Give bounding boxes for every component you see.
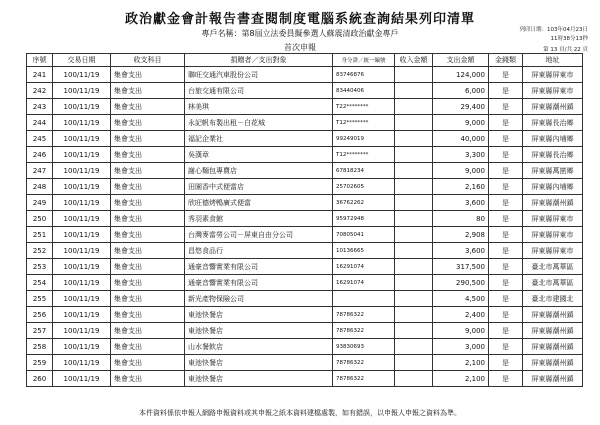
row-category: 集會支出 — [111, 339, 185, 355]
row-payee: 新光產物保險公司 — [185, 291, 333, 307]
row-id: 99249019 — [333, 131, 395, 147]
row-category: 集會支出 — [111, 243, 185, 259]
col-header-no: 序號 — [27, 54, 53, 67]
row-no: 250 — [27, 211, 53, 227]
row-id: 93830693 — [333, 339, 395, 355]
row-expense: 2,908 — [433, 227, 489, 243]
row-cash: 是 — [489, 147, 523, 163]
row-payee: 田園香中式便當店 — [185, 179, 333, 195]
row-income — [395, 195, 433, 211]
row-date: 100/11/19 — [53, 371, 111, 387]
row-date: 100/11/19 — [53, 131, 111, 147]
report-title: 政治獻金會計報告書查閱制度電腦系統查詢結果列印清單 — [124, 12, 475, 27]
row-payee: 山水餐飲店 — [185, 339, 333, 355]
row-category: 集會支出 — [111, 275, 185, 291]
row-no: 248 — [27, 179, 53, 195]
col-header-payee: 捐贈者／支出對象 — [185, 54, 333, 67]
row-cash: 是 — [489, 179, 523, 195]
row-id: 16291074 — [333, 259, 395, 275]
row-no: 241 — [27, 67, 53, 83]
table-row — [27, 275, 583, 291]
row-payee: 台灣麥當勞公司－屏東自由分公司 — [185, 227, 333, 243]
row-income — [395, 211, 433, 227]
col-header-expense: 支出金額 — [433, 54, 489, 67]
row-expense: 80 — [433, 211, 489, 227]
row-income — [395, 131, 433, 147]
row-income — [395, 307, 433, 323]
row-date: 100/11/19 — [53, 307, 111, 323]
row-cash: 是 — [489, 243, 523, 259]
row-income — [395, 147, 433, 163]
row-cash: 是 — [489, 227, 523, 243]
row-payee: 東池快餐店 — [185, 355, 333, 371]
row-income — [395, 83, 433, 99]
print-time: 11時38分13秒 — [550, 36, 588, 42]
row-expense: 9,000 — [433, 163, 489, 179]
row-payee: 通豪音響實業有限公司 — [185, 275, 333, 291]
row-id: 78786322 — [333, 371, 395, 387]
print-date: 列印日期：103年04月23日 — [519, 27, 588, 33]
row-category: 集會支出 — [111, 163, 185, 179]
row-income — [395, 163, 433, 179]
table-header-row — [27, 54, 583, 67]
row-id: 67818234 — [333, 163, 395, 179]
row-payee: 昌悠食品行 — [185, 243, 333, 259]
row-date: 100/11/19 — [53, 355, 111, 371]
row-no: 259 — [27, 355, 53, 371]
row-address: 屏東縣潮州鎮 — [523, 99, 583, 115]
col-header-cash: 金錢類 — [489, 54, 523, 67]
account-name: 專戶名稱：第8屆立法委員擬參選人蘇震清政治獻金專戶 — [201, 29, 399, 38]
row-address: 屏東縣潮州鎮 — [523, 323, 583, 339]
row-cash: 是 — [489, 259, 523, 275]
row-expense: 2,100 — [433, 371, 489, 387]
col-header-id: 身分證／統一編號 — [333, 54, 395, 67]
row-address: 臺北市萬華區 — [523, 275, 583, 291]
row-cash: 是 — [489, 195, 523, 211]
row-income — [395, 243, 433, 259]
table-row — [27, 115, 583, 131]
row-payee: 秀羽素食館 — [185, 211, 333, 227]
row-payee: 聯旺交通汽車股份公司 — [185, 67, 333, 83]
row-address: 屏東縣屏東市 — [523, 243, 583, 259]
row-date: 100/11/19 — [53, 115, 111, 131]
row-id: 83746876 — [333, 67, 395, 83]
row-income — [395, 227, 433, 243]
row-cash: 是 — [489, 275, 523, 291]
row-id: 36762262 — [333, 195, 395, 211]
row-date: 100/11/19 — [53, 67, 111, 83]
row-payee: 東池快餐店 — [185, 371, 333, 387]
row-income — [395, 323, 433, 339]
row-address: 屏東縣屏東市 — [523, 83, 583, 99]
row-expense: 3,600 — [433, 243, 489, 259]
col-header-income: 收入金額 — [395, 54, 433, 67]
row-id: 70805041 — [333, 227, 395, 243]
row-payee: 林美琪 — [185, 99, 333, 115]
row-category: 集會支出 — [111, 211, 185, 227]
row-expense: 9,000 — [433, 323, 489, 339]
row-date: 100/11/19 — [53, 243, 111, 259]
row-category: 集會支出 — [111, 307, 185, 323]
row-cash: 是 — [489, 83, 523, 99]
row-address: 屏東縣屏東市 — [523, 211, 583, 227]
row-income — [395, 339, 433, 355]
row-cash: 是 — [489, 291, 523, 307]
row-category: 集會支出 — [111, 67, 185, 83]
row-date: 100/11/19 — [53, 211, 111, 227]
row-address: 屏東縣潮州鎮 — [523, 371, 583, 387]
row-address: 臺北市建國北 — [523, 291, 583, 307]
row-category: 集會支出 — [111, 355, 185, 371]
row-date: 100/11/19 — [53, 147, 111, 163]
row-date: 100/11/19 — [53, 99, 111, 115]
row-category: 集會支出 — [111, 131, 185, 147]
row-id: 16291074 — [333, 275, 395, 291]
row-no: 260 — [27, 371, 53, 387]
row-date: 100/11/19 — [53, 83, 111, 99]
row-date: 100/11/19 — [53, 179, 111, 195]
row-expense: 124,000 — [433, 67, 489, 83]
row-cash: 是 — [489, 307, 523, 323]
col-header-category: 收支科目 — [111, 54, 185, 67]
row-category: 集會支出 — [111, 99, 185, 115]
row-payee: 台旅交通有限公司 — [185, 83, 333, 99]
row-no: 245 — [27, 131, 53, 147]
row-address: 屏東縣屏東市 — [523, 67, 583, 83]
row-address: 屏東縣潮州鎮 — [523, 339, 583, 355]
table-row — [27, 227, 583, 243]
row-address: 屏東縣潮州鎮 — [523, 195, 583, 211]
table-row — [27, 131, 583, 147]
col-header-address: 地址 — [523, 54, 583, 67]
row-expense: 40,000 — [433, 131, 489, 147]
row-payee: 福記企業社 — [185, 131, 333, 147]
row-category: 集會支出 — [111, 323, 185, 339]
row-no: 243 — [27, 99, 53, 115]
row-cash: 是 — [489, 163, 523, 179]
row-income — [395, 291, 433, 307]
row-payee: 欣旺德烤鴨廣式便當 — [185, 195, 333, 211]
row-address: 屏東縣長治鄉 — [523, 147, 583, 163]
row-date: 100/11/19 — [53, 227, 111, 243]
row-id: T12******** — [333, 115, 395, 131]
row-expense: 3,300 — [433, 147, 489, 163]
row-expense: 3,600 — [433, 195, 489, 211]
row-category: 集會支出 — [111, 227, 185, 243]
row-category: 集會支出 — [111, 83, 185, 99]
table-row — [27, 163, 583, 179]
row-no: 256 — [27, 307, 53, 323]
row-category: 集會支出 — [111, 115, 185, 131]
row-category: 集會支出 — [111, 371, 185, 387]
row-no: 254 — [27, 275, 53, 291]
row-no: 244 — [27, 115, 53, 131]
row-income — [395, 115, 433, 131]
row-id: 78786322 — [333, 307, 395, 323]
table-row — [27, 355, 583, 371]
row-date: 100/11/19 — [53, 291, 111, 307]
row-no: 253 — [27, 259, 53, 275]
row-date: 100/11/19 — [53, 259, 111, 275]
row-id: 78786322 — [333, 355, 395, 371]
row-category: 集會支出 — [111, 179, 185, 195]
row-cash: 是 — [489, 339, 523, 355]
table-row — [27, 307, 583, 323]
row-address: 屏東縣屏東市 — [523, 227, 583, 243]
table-row — [27, 195, 583, 211]
row-expense: 6,000 — [433, 83, 489, 99]
row-expense: 290,500 — [433, 275, 489, 291]
row-no: 252 — [27, 243, 53, 259]
row-address: 屏東縣潮州鎮 — [523, 355, 583, 371]
row-income — [395, 371, 433, 387]
row-date: 100/11/19 — [53, 195, 111, 211]
row-category: 集會支出 — [111, 147, 185, 163]
report-scope: 首次申報 — [284, 43, 316, 52]
row-expense: 3,000 — [433, 339, 489, 355]
table-row — [27, 147, 583, 163]
row-income — [395, 275, 433, 291]
row-payee: 東池快餐店 — [185, 307, 333, 323]
row-cash: 是 — [489, 99, 523, 115]
row-date: 100/11/19 — [53, 323, 111, 339]
table-row — [27, 179, 583, 195]
table-row — [27, 243, 583, 259]
col-header-date: 交易日期 — [53, 54, 111, 67]
row-address: 屏東縣內埔鄉 — [523, 131, 583, 147]
row-address: 臺北市萬華區 — [523, 259, 583, 275]
table-row — [27, 259, 583, 275]
row-cash: 是 — [489, 323, 523, 339]
row-cash: 是 — [489, 371, 523, 387]
row-income — [395, 355, 433, 371]
row-no: 249 — [27, 195, 53, 211]
table-row — [27, 371, 583, 387]
row-address: 屏東縣潮州鎮 — [523, 307, 583, 323]
row-expense: 29,400 — [433, 99, 489, 115]
table-row — [27, 211, 583, 227]
row-category: 集會支出 — [111, 291, 185, 307]
row-no: 246 — [27, 147, 53, 163]
row-cash: 是 — [489, 211, 523, 227]
row-id: 78786322 — [333, 323, 395, 339]
row-income — [395, 259, 433, 275]
table-row — [27, 323, 583, 339]
transactions-table — [26, 53, 583, 387]
row-payee: 吳漢章 — [185, 147, 333, 163]
row-no: 247 — [27, 163, 53, 179]
row-address: 屏東縣萬巒鄉 — [523, 163, 583, 179]
row-no: 251 — [27, 227, 53, 243]
row-no: 257 — [27, 323, 53, 339]
row-expense: 317,500 — [433, 259, 489, 275]
row-income — [395, 99, 433, 115]
table-row — [27, 339, 583, 355]
row-address: 屏東縣內埔鄉 — [523, 179, 583, 195]
row-cash: 是 — [489, 131, 523, 147]
row-id — [333, 291, 395, 307]
row-expense: 4,500 — [433, 291, 489, 307]
row-date: 100/11/19 — [53, 163, 111, 179]
row-id: 83440406 — [333, 83, 395, 99]
row-id: 95972948 — [333, 211, 395, 227]
row-expense: 9,000 — [433, 115, 489, 131]
table-row — [27, 67, 583, 83]
row-cash: 是 — [489, 115, 523, 131]
row-no: 255 — [27, 291, 53, 307]
row-no: 258 — [27, 339, 53, 355]
table-row — [27, 99, 583, 115]
row-id: T12******** — [333, 147, 395, 163]
row-address: 屏東縣長治鄉 — [523, 115, 583, 131]
table-row — [27, 291, 583, 307]
row-no: 242 — [27, 83, 53, 99]
row-income — [395, 67, 433, 83]
row-cash: 是 — [489, 355, 523, 371]
page-indicator: 第 13 頁/共 22 頁 — [543, 47, 588, 53]
row-category: 集會支出 — [111, 259, 185, 275]
row-payee: 通豪音響實業有限公司 — [185, 259, 333, 275]
row-id: 25702605 — [333, 179, 395, 195]
row-payee: 東池快餐店 — [185, 323, 333, 339]
row-id: 10136665 — [333, 243, 395, 259]
row-expense: 2,160 — [433, 179, 489, 195]
table-row — [27, 83, 583, 99]
row-expense: 2,100 — [433, 355, 489, 371]
row-date: 100/11/19 — [53, 275, 111, 291]
footer-note: 本件資料係依申報人網路申報資料或其申報之紙本資料建檔處製，如有錯誤，以申報人申報之資料為準。 — [139, 409, 461, 417]
row-expense: 2,400 — [433, 307, 489, 323]
row-date: 100/11/19 — [53, 339, 111, 355]
row-category: 集會支出 — [111, 195, 185, 211]
row-cash: 是 — [489, 67, 523, 83]
row-payee: 謝心麵包專賣店 — [185, 163, 333, 179]
row-id: T22******** — [333, 99, 395, 115]
row-income — [395, 179, 433, 195]
row-payee: 永記帆布製出租－白花城 — [185, 115, 333, 131]
